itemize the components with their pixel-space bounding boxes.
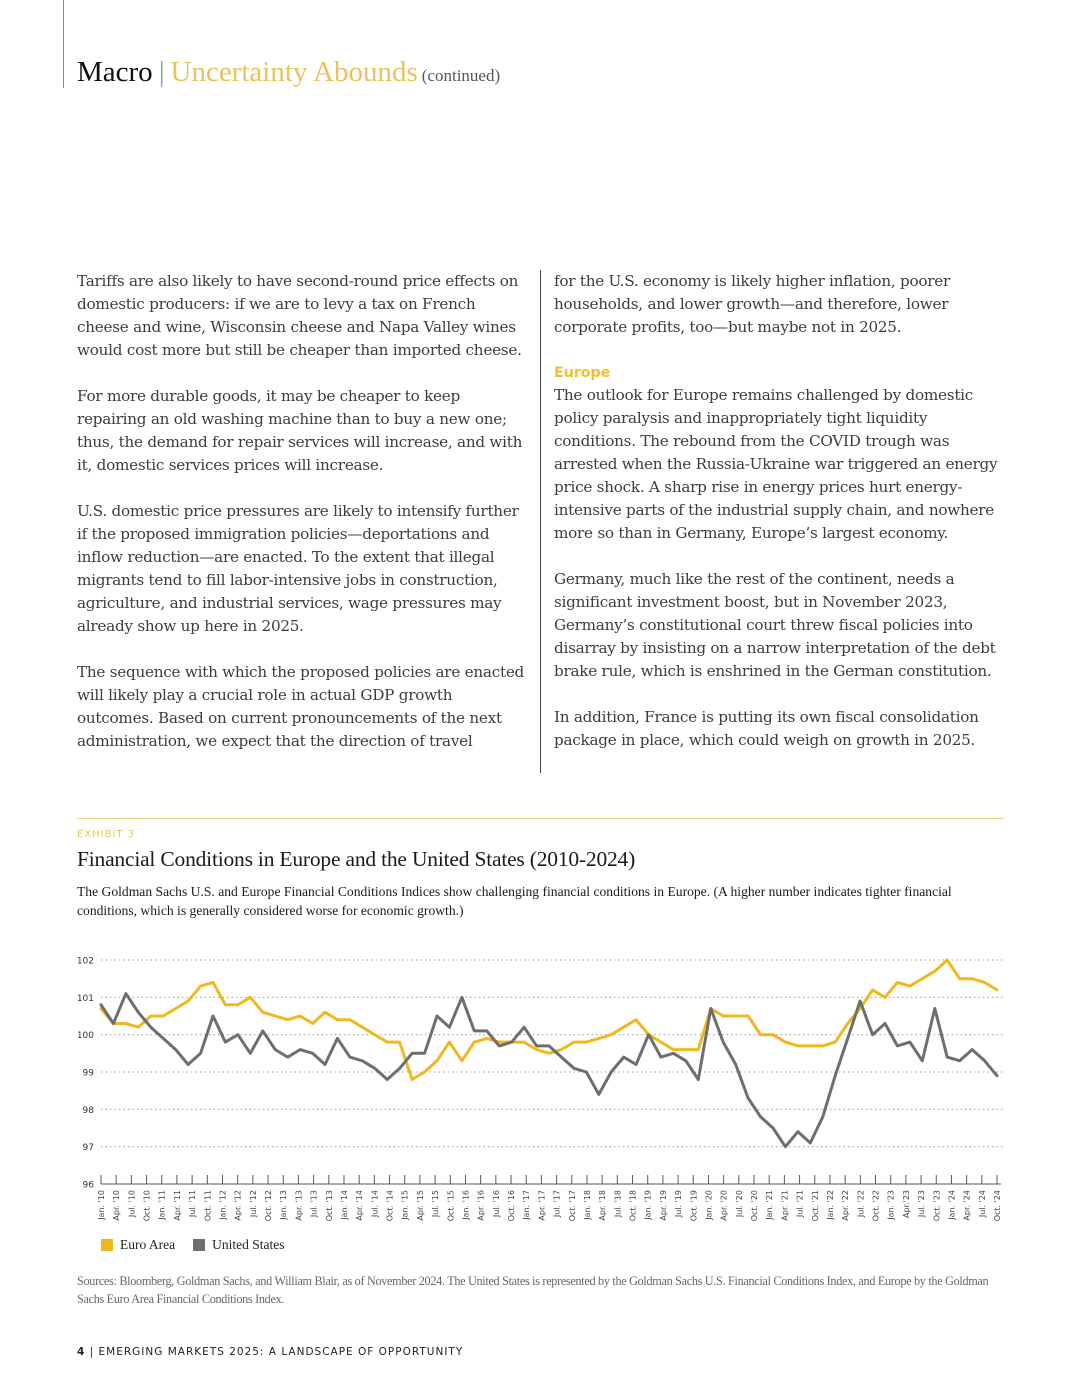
y-axis [77,957,94,1191]
paragraph: In addition, France is putting its own fiscal consolidation package in place, which could weigh on growth in 2025. [554,708,979,749]
svg-text:Apr. '17: Apr. '17 [537,1190,547,1221]
svg-text:Apr. '10: Apr. '10 [112,1190,122,1221]
svg-text:Jul. '23: Jul. '23 [917,1190,927,1218]
svg-text:Oct. '20: Oct. '20 [750,1190,760,1222]
svg-text:Apr. '14: Apr. '14 [355,1190,365,1221]
svg-text:Jan. '13: Jan. '13 [279,1190,289,1220]
svg-text:Oct. '18: Oct. '18 [628,1190,638,1222]
svg-text:Jan. '24: Jan. '24 [947,1190,957,1220]
legend-label: Euro Area [120,1237,176,1252]
paragraph: Germany, much like the rest of the continent, needs a significant investment boost, but in November 2023, Germany’s constitutional court threw fiscal policies into disarray by insisting on a narrow interpretation of the debt brake rule, which is enshrined in the German constitution. [554,570,996,680]
euro-area-swatch-icon [101,1239,113,1251]
svg-text:Oct. '17: Oct. '17 [567,1190,577,1222]
section-name: Macro [77,56,153,88]
legend-item-united-states [193,1237,284,1253]
svg-text:Apr. '22: Apr. '22 [841,1190,851,1221]
page-number: 4 [77,1346,86,1358]
page-footer [77,1346,463,1358]
legend-item-euro-area [101,1237,175,1253]
svg-text:Jan. '15: Jan. '15 [400,1190,410,1220]
svg-text:97: 97 [82,1143,94,1154]
svg-text:Oct. '24: Oct. '24 [993,1190,1002,1222]
chart-series [101,960,997,1147]
svg-text:Oct. '23: Oct. '23 [932,1190,942,1222]
svg-text:Jul. '21: Jul. '21 [795,1190,805,1218]
svg-text:Jul. '22: Jul. '22 [856,1190,866,1218]
svg-text:Oct. '19: Oct. '19 [689,1190,699,1222]
svg-text:Jul. '11: Jul. '11 [188,1190,198,1218]
svg-text:Apr. '15: Apr. '15 [415,1190,425,1221]
svg-text:100: 100 [76,1031,94,1042]
svg-text:Oct. '10: Oct. '10 [142,1190,152,1222]
continued-label: (continued) [421,66,501,85]
svg-text:Oct. '22: Oct. '22 [871,1190,881,1222]
svg-text:Apr. '13: Apr. '13 [294,1190,304,1221]
column-divider [540,270,541,773]
svg-text:Jan. '23: Jan. '23 [886,1190,896,1220]
svg-text:96: 96 [82,1180,94,1191]
svg-text:Jul. '19: Jul. '19 [674,1190,684,1218]
chart-subtitle: The Goldman Sachs U.S. and Europe Financial Conditions Indices show challenging financial conditions in Europe. (A higher number indicates tighter financial conditions, which is generally considered worse for economic growth.) [77,884,952,918]
page-header [77,56,500,89]
paragraph: U.S. domestic price pressures are likely to intensify further if the proposed immigration policies—deportations and inflow reduction—are enacted. To the extent that illegal migrants tend to fill labor-intensive jobs in construction, agriculture, and industrial services, wage pressures may already show up here in 2025. [77,502,519,635]
svg-text:Jan. '20: Jan. '20 [704,1190,714,1220]
svg-text:Apr. '21: Apr. '21 [780,1190,790,1221]
svg-text:Jul. '15: Jul. '15 [431,1190,441,1218]
svg-text:Apr. '16: Apr. '16 [476,1190,486,1221]
paragraph: For more durable goods, it may be cheaper to keep repairing an old washing machine than to buy a new one; thus, the demand for repair services will increase, and with it, domestic services prices will increase. [77,387,523,474]
svg-text:Oct. '21: Oct. '21 [810,1190,820,1222]
legend-label: United States [212,1237,285,1252]
svg-text:Jan. '10: Jan. '10 [97,1190,106,1220]
svg-text:Oct. '13: Oct. '13 [324,1190,334,1222]
svg-text:Jan. '21: Jan. '21 [765,1190,775,1220]
svg-text:101: 101 [76,993,94,1004]
footer-separator: | [89,1346,95,1358]
svg-text:Jul. '24: Jul. '24 [977,1190,987,1218]
svg-text:Oct. '16: Oct. '16 [507,1190,517,1222]
svg-text:Apr. '12: Apr. '12 [233,1190,243,1221]
chart-legend [101,1237,294,1253]
page-title: Uncertainty Abounds [170,56,418,88]
svg-text:Jan. '17: Jan. '17 [522,1190,532,1220]
line-chart [70,945,1015,1235]
svg-text:102: 102 [76,956,94,967]
x-axis [97,1175,1002,1221]
chart-sources: Sources: Bloomberg, Goldman Sachs, and William Blair, as of November 2024. The United States is represented by the Goldman Sachs U.S. Financial Conditions Index, and Europe by the Goldman Sachs Euro Area Financial Conditions Index. [77,1274,989,1306]
paragraph: The sequence with which the proposed policies are enacted will likely play a crucial role in actual GDP growth outcomes. Based on current pronouncements of the next administration, we expect that the direction of travel [77,663,525,750]
svg-text:Apr. '11: Apr. '11 [172,1190,182,1221]
exhibit-label: EXHIBIT 3 [77,829,136,840]
svg-text:Oct. '14: Oct. '14 [385,1190,395,1222]
svg-text:Oct. '11: Oct. '11 [203,1190,213,1222]
svg-text:Jul. '17: Jul. '17 [552,1190,562,1218]
paragraph: Tariffs are also likely to have second-round price effects on domestic producers: if we are to levy a tax on French cheese and wine, Wisconsin cheese and Napa Valley wines would cost more but still be cheaper than imported cheese. [77,272,522,359]
svg-text:Oct. '15: Oct. '15 [446,1190,456,1222]
svg-text:Jul. '13: Jul. '13 [309,1190,319,1218]
paragraph: for the U.S. economy is likely higher inflation, poorer households, and lower growth—and therefore, lower corporate profits, too—but maybe not in 2025. [554,272,951,336]
svg-text:Apr. '24: Apr. '24 [962,1190,972,1221]
svg-text:99: 99 [82,1068,94,1079]
svg-text:Apr.'23: Apr.'23 [901,1190,911,1219]
svg-text:Jan. '11: Jan. '11 [157,1190,167,1220]
united-states-swatch-icon [193,1239,205,1251]
publication-title: EMERGING MARKETS 2025: A LANDSCAPE OF OPPORTUNITY [98,1346,464,1358]
europe-heading: Europe [554,365,611,381]
header-separator: | [158,56,165,88]
svg-text:Jul. '20: Jul. '20 [734,1190,744,1218]
chart-title: Financial Conditions in Europe and the United States (2010-2024) [77,847,636,871]
svg-text:Apr. '20: Apr. '20 [719,1190,729,1221]
svg-text:Jan. '22: Jan. '22 [825,1190,835,1220]
svg-text:Jul. '12: Jul. '12 [248,1190,258,1218]
margin-rule [63,0,64,88]
svg-text:Apr. '18: Apr. '18 [598,1190,608,1221]
exhibit-rule [77,818,1004,819]
svg-text:Apr. '19: Apr. '19 [658,1190,668,1221]
svg-text:Jan. '18: Jan. '18 [582,1190,592,1220]
svg-text:Jan. '19: Jan. '19 [643,1190,653,1220]
svg-text:Jan. '16: Jan. '16 [461,1190,471,1220]
left-column [77,270,529,776]
svg-text:Jul. '18: Jul. '18 [613,1190,623,1218]
svg-text:98: 98 [82,1105,94,1116]
right-column [554,270,1006,775]
svg-text:Jul. '10: Jul. '10 [127,1190,137,1218]
svg-text:Jan. '12: Jan. '12 [218,1190,228,1220]
svg-text:Jul. '14: Jul. '14 [370,1190,380,1218]
svg-text:Jan. '14: Jan. '14 [339,1190,349,1220]
svg-text:Jul. '16: Jul. '16 [491,1190,501,1218]
svg-text:Oct. '12: Oct. '12 [264,1190,274,1222]
paragraph: The outlook for Europe remains challenged by domestic policy paralysis and inappropriately tight liquidity conditions. The rebound from the COVID trough was arrested when the Russia-Ukraine war triggered an energy price shock. A sharp rise in energy prices hurt energy-intensive parts of the industrial supply chain, and nowhere more so than in Germany, Europe’s largest economy. [554,386,998,542]
